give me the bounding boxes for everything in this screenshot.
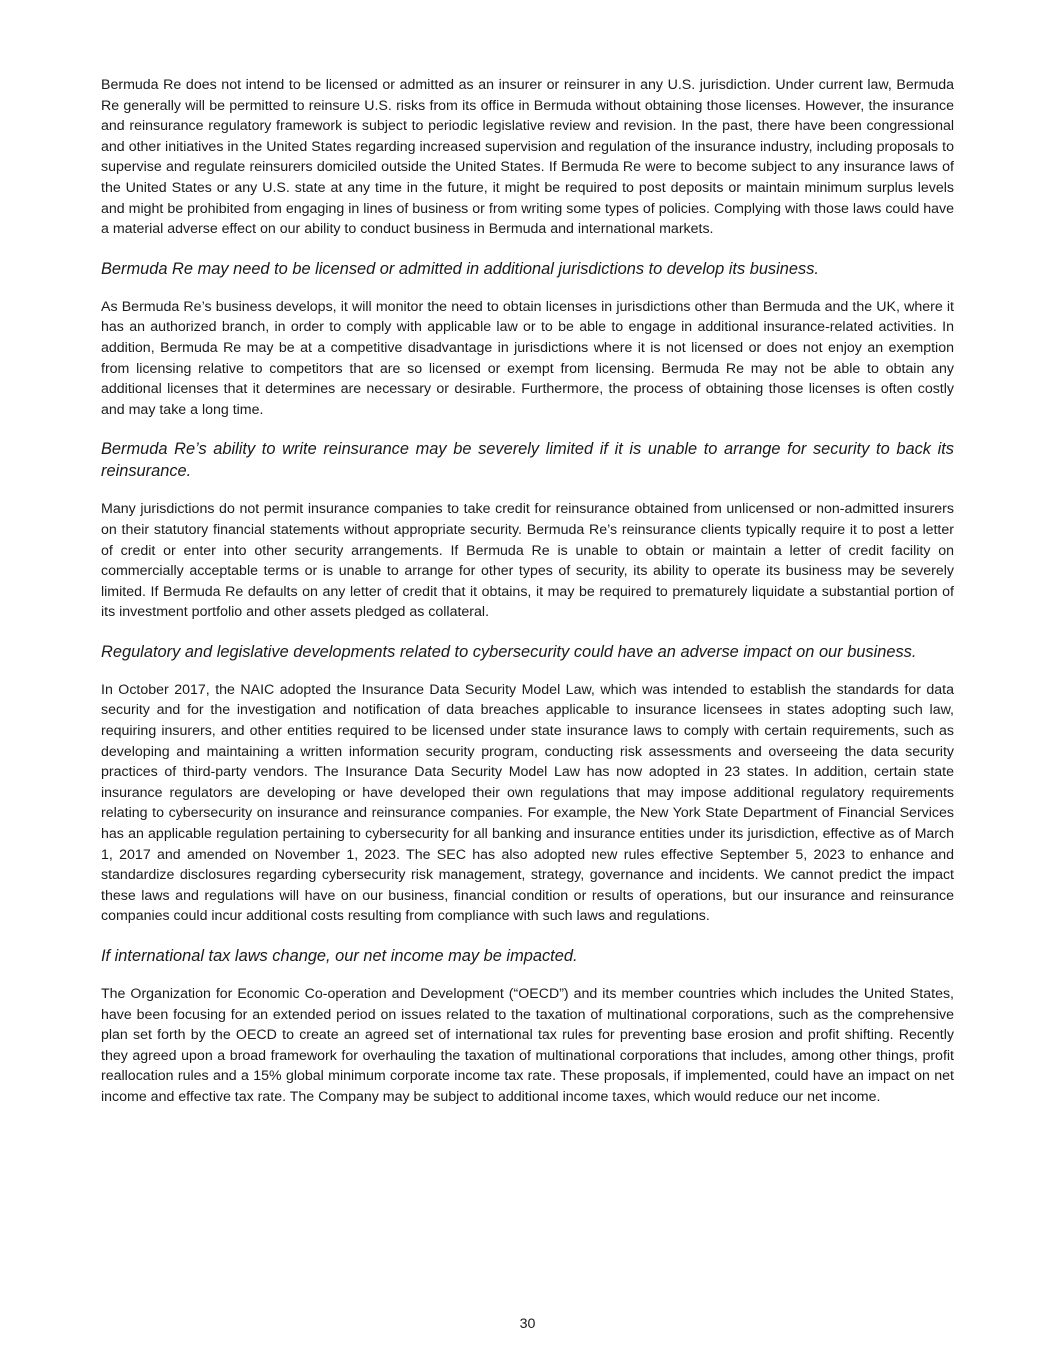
section-body-licensing: As Bermuda Re’s business develops, it will monitor the need to obtain licenses in jurisdictions other than Bermuda and the UK, where it has an authorized branch, in order to comply with applicable law or to be able to engage in additional insurance-related activities. In addition, Bermuda Re may be at a competitive disadvantage in jurisdictions where it is not licensed or does not enjoy an exemption from licensing relative to competitors that are so licensed or exempt from licensing. Bermuda Re may not be able to obtain any additional licenses that it determines are necessary or desirable. Furthermore, the process of obtaining those licenses is often costly and may take a long time. <box>101 298 954 418</box>
section-heading-security: Bermuda Re’s ability to write reinsurance may be severely limited if it is unable to arrange for security to back its reinsurance. <box>101 440 954 481</box>
section-body-cybersecurity: In October 2017, the NAIC adopted the Insurance Data Security Model Law, which was intended to establish the standards for data security and for the investigation and notification of data breaches applicable to insurance licensees in states adopting such law, requiring insurers, and other entities required to be licensed under state insurance laws to comply with certain requirements, such as developing and maintaining a written information security program, conducting risk assessments and overseeing the data security practices of third-party vendors. The Insurance Data Security Model Law has now adopted in 23 states. In addition, certain state insurance regulators are developing or have developed their own regulations that may impose additional regulatory requirements relating to cybersecurity on insurance and reinsurance companies. For example, the New York State Department of Financial Services has an applicable regulation pertaining to cybersecurity for all banking and insurance entities under its jurisdiction, effective as of March 1, 2017 and amended on November 1, 2023. The SEC has also adopted new rules effective September 5, 2023 to enhance and standardize disclosures regarding cybersecurity risk management, strategy, governance and incidents. We cannot predict the impact these laws and regulations will have on our business, financial condition or results of operations, but our insurance and reinsurance companies could incur additional costs resulting from compliance with such laws and regulations. <box>101 681 954 925</box>
document-page <box>101 75 954 1126</box>
page-number: 30 <box>519 1316 536 1332</box>
section-body-tax: The Organization for Economic Co-operation and Development (“OECD”) and its member countries which includes the United States, have been focusing for an extended period on issues related to the taxation of multinational corporations, such as the comprehensive plan set forth by the OECD to create an agreed set of international tax rules for preventing base erosion and profit shifting. Recently they agreed upon a broad framework for overhauling the taxation of multinational corporations that includes, among other things, profit reallocation rules and a 15% global minimum corporate income tax rate. These proposals, if implemented, could have an impact on net income and effective tax rate. The Company may be subject to additional income taxes, which would reduce our net income. <box>101 986 954 1105</box>
section-heading-tax: If international tax laws change, our net income may be impacted. <box>101 947 578 965</box>
intro-paragraph: Bermuda Re does not intend to be licensed or admitted as an insurer or reinsurer in any U.S. jurisdiction. Under current law, Bermuda Re generally will be permitted to reinsure U.S. risks from its office in Bermuda without obtaining those licenses. However, the insurance and reinsurance regulatory framework is subject to periodic legislative review and revision. In the past, there have been congressional and other initiatives in the United States regarding increased supervision and regulation of the insurance industry, including proposals to supervise and regulate reinsurers domiciled outside the United States. If Bermuda Re were to become subject to any insurance laws of the United States or any U.S. state at any time in the future, it might be required to post deposits or maintain minimum surplus levels and might be prohibited from engaging in lines of business or from writing some types of policies. Complying with those laws could have a material adverse effect on our ability to conduct business in Bermuda and international markets. <box>101 77 954 238</box>
section-body-security: Many jurisdictions do not permit insurance companies to take credit for reinsurance obtained from unlicensed or non-admitted insurers on their statutory financial statements without appropriate security. Bermuda Re’s reinsurance clients typically require it to post a letter of credit or enter into other security arrangements. If Bermuda Re is unable to obtain or maintain a letter of credit facility on commercially acceptable terms or is unable to arrange for other types of security, its ability to operate its business may be severely limited. If Bermuda Re defaults on any letter of credit that it obtains, it may be required to prematurely liquidate a substantial portion of its investment portfolio and other assets pledged as collateral. <box>101 501 954 621</box>
section-heading-licensing: Bermuda Re may need to be licensed or admitted in additional jurisdictions to develop its business. <box>101 259 819 278</box>
section-heading-cybersecurity: Regulatory and legislative developments related to cybersecurity could have an adverse impact on our business. <box>101 642 917 661</box>
